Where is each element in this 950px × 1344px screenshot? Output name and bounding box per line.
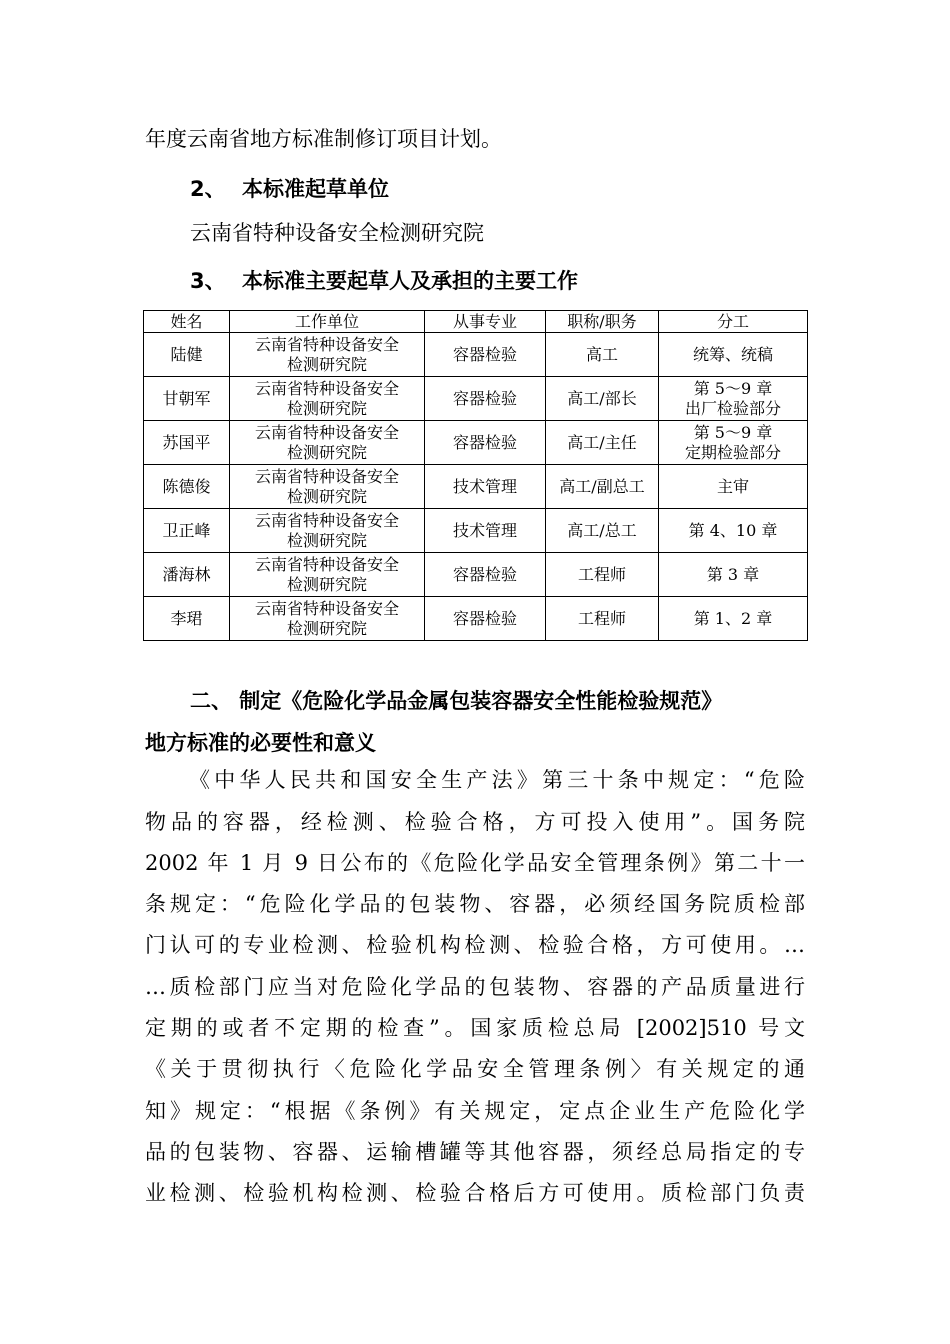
body-line-11: 业检测、检验机构检测、检验合格后方可使用。质检部门负责 <box>145 1181 805 1205</box>
cell-major: 容器检验 <box>425 597 546 641</box>
header-title: 职称/职务 <box>546 311 659 333</box>
cell-major: 容器检验 <box>425 333 546 377</box>
cell-task-line1: 第 4、10 章 <box>688 520 778 540</box>
cell-title: 高工/总工 <box>546 509 659 553</box>
cell-task <box>659 377 808 421</box>
cell-task <box>659 509 808 553</box>
section-3-title: 本标准主要起草人及承担的主要工作 <box>242 269 578 293</box>
cell-unit-line1: 云南省特种设备安全 <box>254 554 399 574</box>
table-row <box>144 509 808 553</box>
cell-name: 苏国平 <box>144 421 230 465</box>
cell-unit-line1: 云南省特种设备安全 <box>254 378 399 398</box>
section-2-number: 2、 <box>190 177 226 201</box>
cell-unit-line2: 检测研究院 <box>286 442 367 462</box>
cell-unit <box>230 421 425 465</box>
body-line-6: …质检部门应当对危险化学品的包装物、容器的产品质量进行 <box>145 975 805 999</box>
section-3-heading <box>190 266 578 296</box>
cell-name: 李珺 <box>144 597 230 641</box>
drafting-unit-text: 云南省特种设备安全检测研究院 <box>190 221 484 245</box>
cell-task <box>659 553 808 597</box>
table-row <box>144 597 808 641</box>
cell-unit <box>230 597 425 641</box>
header-task: 分工 <box>659 311 808 333</box>
header-name: 姓名 <box>144 311 230 333</box>
cell-task <box>659 597 808 641</box>
body-line-3: 2002 年 1 月 9 日公布的《危险化学品安全管理条例》第二十一 <box>145 851 805 875</box>
intro-tail-text: 年度云南省地方标准制修订项目计划。 <box>145 127 502 151</box>
cell-unit-line1: 云南省特种设备安全 <box>254 466 399 486</box>
cell-task-line1: 第 5～9 章 <box>693 422 773 442</box>
cell-unit <box>230 465 425 509</box>
cell-title: 高工/部长 <box>546 377 659 421</box>
body-line-2: 物品的容器，经检测、检验合格，方可投入使用”。国务院 <box>145 810 805 834</box>
cell-name: 卫正峰 <box>144 509 230 553</box>
cell-major: 容器检验 <box>425 553 546 597</box>
table-row <box>144 377 808 421</box>
header-unit: 工作单位 <box>230 311 425 333</box>
cell-unit <box>230 509 425 553</box>
cell-major: 容器检验 <box>425 421 546 465</box>
drafters-table <box>143 310 808 641</box>
cell-unit <box>230 333 425 377</box>
section-2-heading <box>190 174 389 204</box>
cell-task-line1: 第 5～9 章 <box>693 378 773 398</box>
cell-unit-line2: 检测研究院 <box>286 486 367 506</box>
section-two-heading-line1: 二、 制定《危险化学品金属包装容器安全性能检验规范》 <box>190 689 723 713</box>
cell-unit-line2: 检测研究院 <box>286 618 367 638</box>
cell-task-line2: 定期检验部分 <box>684 442 781 462</box>
cell-major: 技术管理 <box>425 465 546 509</box>
cell-unit <box>230 553 425 597</box>
cell-unit-line2: 检测研究院 <box>286 354 367 374</box>
cell-task <box>659 465 808 509</box>
section-two-heading-line2: 地方标准的必要性和意义 <box>145 731 376 755</box>
cell-major: 技术管理 <box>425 509 546 553</box>
cell-title: 高工/主任 <box>546 421 659 465</box>
body-line-5: 门认可的专业检测、检验机构检测、检验合格，方可使用。… <box>145 933 805 957</box>
section-2-title: 本标准起草单位 <box>242 177 389 201</box>
header-major: 从事专业 <box>425 311 546 333</box>
cell-unit-line1: 云南省特种设备安全 <box>254 422 399 442</box>
cell-title: 工程师 <box>546 597 659 641</box>
cell-title: 高工 <box>546 333 659 377</box>
cell-name: 甘朝军 <box>144 377 230 421</box>
cell-task <box>659 421 808 465</box>
cell-unit-line1: 云南省特种设备安全 <box>254 334 399 354</box>
cell-unit-line1: 云南省特种设备安全 <box>254 510 399 530</box>
cell-name: 陆健 <box>144 333 230 377</box>
cell-task-line1: 第 3 章 <box>706 564 760 584</box>
body-line-7: 定期的或者不定期的检查”。国家质检总局 [2002]510 号文 <box>145 1016 805 1040</box>
body-line-1: 《中华人民共和国安全生产法》第三十条中规定：“危险 <box>189 768 805 792</box>
cell-task-line1: 统筹、统稿 <box>692 344 773 364</box>
cell-unit <box>230 377 425 421</box>
body-line-10: 品的包装物、容器、运输槽罐等其他容器，须经总局指定的专 <box>145 1140 805 1164</box>
table-row <box>144 465 808 509</box>
cell-name: 潘海林 <box>144 553 230 597</box>
cell-unit-line2: 检测研究院 <box>286 530 367 550</box>
table-row <box>144 553 808 597</box>
body-line-8: 《关于贯彻执行〈危险化学品安全管理条例〉有关规定的通 <box>145 1057 805 1081</box>
cell-unit-line1: 云南省特种设备安全 <box>254 598 399 618</box>
cell-unit-line2: 检测研究院 <box>286 398 367 418</box>
cell-title: 工程师 <box>546 553 659 597</box>
cell-task <box>659 333 808 377</box>
cell-title: 高工/副总工 <box>546 465 659 509</box>
cell-task-line1: 第 1、2 章 <box>693 608 773 628</box>
cell-task-line1: 主审 <box>716 476 749 496</box>
body-line-4: 条规定：“危险化学品的包装物、容器，必须经国务院质检部 <box>145 892 805 916</box>
cell-name: 陈德俊 <box>144 465 230 509</box>
body-line-9: 知》规定：“根据《条例》有关规定，定点企业生产危险化学 <box>145 1099 805 1123</box>
table-row <box>144 333 808 377</box>
cell-task-line2: 出厂检验部分 <box>684 398 781 418</box>
table-header-row <box>144 311 808 333</box>
cell-unit-line2: 检测研究院 <box>286 574 367 594</box>
section-3-number: 3、 <box>190 269 226 293</box>
cell-major: 容器检验 <box>425 377 546 421</box>
table-row <box>144 421 808 465</box>
